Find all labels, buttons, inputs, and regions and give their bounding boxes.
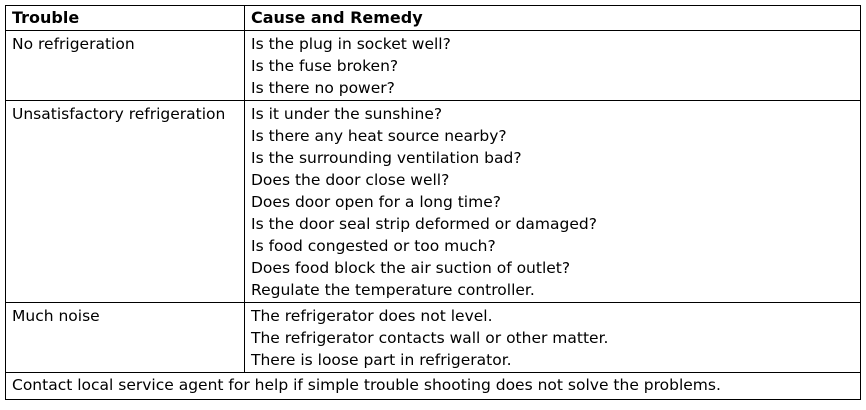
remedy-line: Does food block the air suction of outlet?: [251, 259, 571, 277]
troubleshooting-table: [5, 5, 861, 400]
remedy-cell: [245, 303, 861, 373]
header-row: [6, 6, 861, 31]
remedy-line: Regulate the temperature controller.: [251, 281, 535, 299]
remedy-line: Is the fuse broken?: [251, 57, 399, 75]
table-row: [6, 303, 861, 373]
header-cause-and-remedy: Cause and Remedy: [245, 6, 861, 31]
header-trouble: Trouble: [6, 6, 245, 31]
table-row: [6, 101, 861, 303]
trouble-cell: Unsatisfactory refrigeration: [6, 101, 245, 303]
remedy-line: There is loose part in refrigerator.: [251, 351, 512, 369]
remedy-line: Is the surrounding ventilation bad?: [251, 149, 522, 167]
remedy-cell: [245, 31, 861, 101]
remedy-line: Is food congested or too much?: [251, 237, 496, 255]
remedy-line: Is the plug in socket well?: [251, 35, 451, 53]
trouble-cell: Much noise: [6, 303, 245, 373]
footer-note: Contact local service agent for help if simple trouble shooting does not solve the problems.: [6, 373, 861, 400]
remedy-line: The refrigerator contacts wall or other matter.: [251, 329, 609, 347]
remedy-line: Is there any heat source nearby?: [251, 127, 507, 145]
troubleshooting-table-container: [5, 5, 860, 405]
remedy-cell: [245, 101, 861, 303]
remedy-line: Does door open for a long time?: [251, 193, 501, 211]
remedy-line: The refrigerator does not level.: [251, 307, 493, 325]
table-row: [6, 31, 861, 101]
remedy-line: Is the door seal strip deformed or damaged?: [251, 215, 597, 233]
footer-row: [6, 373, 861, 400]
remedy-line: Is it under the sunshine?: [251, 105, 443, 123]
remedy-line: Is there no power?: [251, 79, 395, 97]
remedy-line: Does the door close well?: [251, 171, 450, 189]
trouble-cell: No refrigeration: [6, 31, 245, 101]
